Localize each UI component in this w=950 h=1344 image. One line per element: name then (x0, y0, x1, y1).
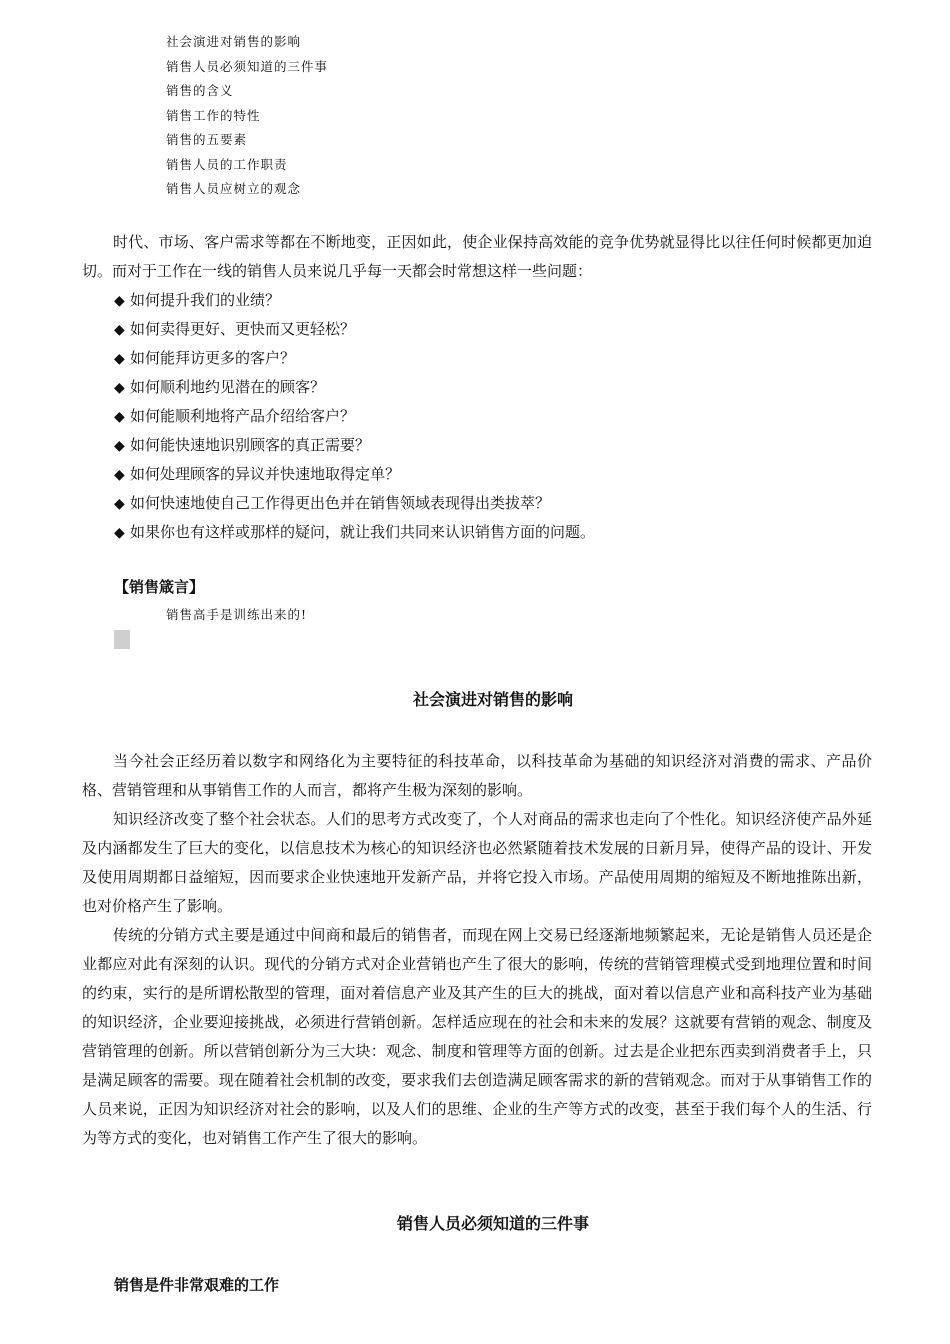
question-item (114, 402, 874, 431)
toc-item[interactable]: 销售工作的特性 (166, 107, 261, 123)
diamond-bullet-icon: ◆ (114, 409, 125, 425)
body-paragraph: 传统的分销方式主要是通过中间商和最后的销售者，而现在网上交易已经逐渐地频繁起来，无论是销售人员还是企业都应对此有深刻的认识。现代的分销方式对企业营销也产生了很大的影响，传统的营销管理模式受到地理位置和时间的约束，实行的是所谓松散型的管理，面对着信息产业及其产生的巨大的挑战，面对着以信息产业和高科技产业为基础的知识经济，企业要迎接挑战，必须进行营销创新。怎样适应现在的社会和未来的发展？这就要有营销的观念、制度及营销管理的创新。所以营销创新分为三大块：观念、制度和管理等方面的创新。过去是企业把东西卖到消费者手上，只是满足顾客的需要。现在随着社会机制的改变，要求我们去创造满足顾客需求的新的营销观念。而对于从事销售工作的人员来说，正因为知识经济对社会的影响，以及人们的思维、企业的生产等方式的改变，甚至于我们每个人的生活、行为等方式的变化，也对销售工作产生了很大的影响。 (82, 926, 872, 1147)
body-paragraph: 当今社会正经历着以数字和网络化为主要特征的科技革命，以科技革命为基础的知识经济对消费的需求、产品价格、营销管理和从事销售工作的人而言，都将产生极为深刻的影响。 (82, 752, 872, 799)
question-text: 如何能快速地识别顾客的真正需要？ (130, 436, 371, 454)
question-list (114, 286, 874, 547)
subsection-title: 销售是件非常艰难的工作 (114, 1276, 280, 1294)
diamond-bullet-icon: ◆ (114, 467, 125, 483)
toc-item[interactable]: 销售的含义 (166, 83, 234, 98)
question-text: 如何能顺利地将产品介绍给客户？ (130, 407, 356, 425)
question-text: 如何能拜访更多的客户？ (130, 349, 296, 367)
question-text: 如何卖得更好、更快而又更轻松？ (130, 320, 356, 338)
intro-paragraph: 时代、市场、客户需求等都在不断地变，正因如此，使企业保持高效能的竞争优势就显得比以往任何时候都更加迫切。而对于工作在一线的销售人员来说几乎每一天都会时常想这样一些问题： (82, 233, 872, 280)
section-title: 销售人员必须知道的三件事 (396, 1214, 589, 1233)
question-item (114, 373, 874, 402)
question-text: 如果你也有这样或那样的疑问，就让我们共同来认识销售方面的问题。 (130, 523, 596, 541)
section-title: 社会演进对销售的影响 (412, 690, 573, 709)
diamond-bullet-icon: ◆ (114, 525, 125, 541)
question-item (114, 286, 874, 315)
question-item (114, 431, 874, 460)
toc-item[interactable]: 销售人员必须知道的三件事 (166, 58, 329, 74)
toc-item[interactable]: 销售人员应树立的观念 (166, 181, 302, 196)
table-of-contents (166, 30, 566, 202)
question-text: 如何快速地使自己工作得更出色并在销售领域表现得出类拔萃？ (130, 494, 551, 512)
diamond-bullet-icon: ◆ (114, 496, 125, 512)
toc-item[interactable]: 销售的五要素 (166, 132, 248, 147)
motto-text: 销售高手是训练出来的! (166, 607, 308, 622)
question-item (114, 518, 874, 547)
diamond-bullet-icon: ◆ (114, 322, 125, 338)
question-text: 如何提升我们的业绩？ (130, 291, 281, 309)
motto-heading: 【销售箴言】 (114, 578, 205, 596)
toc-item[interactable]: 社会演进对销售的影响 (166, 34, 302, 49)
question-text: 如何顺利地约见潜在的顾客？ (130, 378, 326, 396)
diamond-bullet-icon: ◆ (114, 438, 125, 454)
image-placeholder (114, 630, 130, 649)
section-body (82, 747, 872, 1153)
question-item (114, 489, 874, 518)
body-paragraph: 知识经济改变了整个社会状态。人们的思考方式改变了，个人对商品的需求也走向了个性化。知识经济使产品外延及内涵都发生了巨大的变化，以信息技术为核心的知识经济也必然紧随着技术发展的日新月异，使得产品的设计、开发及使用周期都日益缩短，因而要求企业快速地开发新产品，并将它投入市场。产品使用周期的缩短及不断地推陈出新，也对价格产生了影响。 (82, 810, 872, 915)
question-text: 如何处理顾客的异议并快速地取得定单？ (130, 465, 401, 483)
diamond-bullet-icon: ◆ (114, 380, 125, 396)
diamond-bullet-icon: ◆ (114, 293, 125, 309)
question-item (114, 344, 874, 373)
question-item (114, 460, 874, 489)
question-item (114, 315, 874, 344)
diamond-bullet-icon: ◆ (114, 351, 125, 367)
toc-item[interactable]: 销售人员的工作职责 (166, 156, 288, 172)
